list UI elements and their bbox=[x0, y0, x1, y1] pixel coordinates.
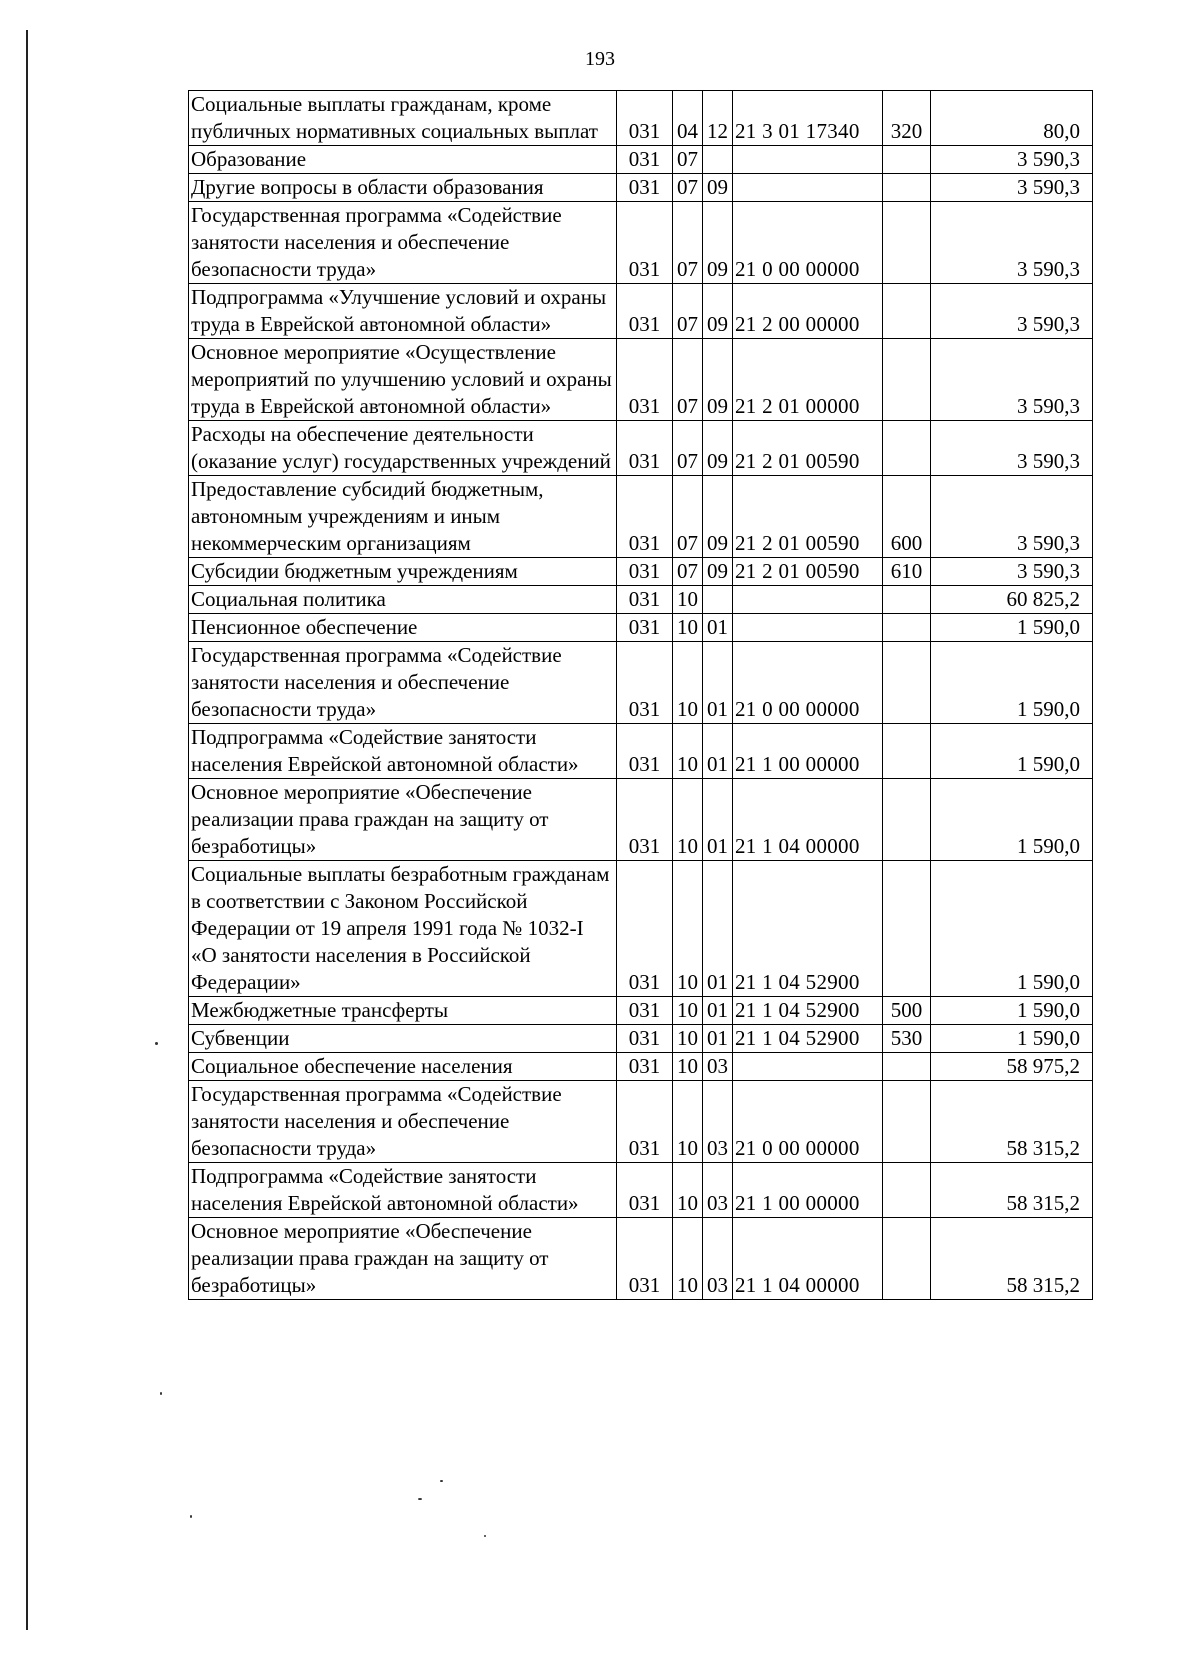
row-amount: 58 315,2 bbox=[931, 1081, 1093, 1163]
table-row bbox=[189, 614, 1093, 642]
row-amount: 1 590,0 bbox=[931, 642, 1093, 724]
row-subsection-code: 01 bbox=[703, 614, 733, 642]
table-row bbox=[189, 202, 1093, 284]
row-amount: 60 825,2 bbox=[931, 586, 1093, 614]
row-grbs-code: 031 bbox=[617, 146, 673, 174]
row-subsection-code: 12 bbox=[703, 91, 733, 146]
row-expense-type bbox=[883, 1218, 931, 1300]
row-name: Государственная программа «Содействие занятости населения и обеспечение безопасности труда» bbox=[189, 1081, 617, 1163]
table-row bbox=[189, 1025, 1093, 1053]
row-subsection-code bbox=[703, 586, 733, 614]
page-number: 193 bbox=[585, 48, 615, 70]
row-expense-type: 320 bbox=[883, 91, 931, 146]
row-target-article bbox=[733, 586, 883, 614]
row-expense-type bbox=[883, 1053, 931, 1081]
row-section-code: 10 bbox=[673, 997, 703, 1025]
row-amount: 1 590,0 bbox=[931, 861, 1093, 997]
scan-speck bbox=[484, 1535, 486, 1537]
row-name: Подпрограмма «Содействие занятости населения Еврейской автономной области» bbox=[189, 1163, 617, 1218]
row-grbs-code: 031 bbox=[617, 1025, 673, 1053]
row-grbs-code: 031 bbox=[617, 586, 673, 614]
scan-edge-line bbox=[26, 30, 28, 1630]
table-row bbox=[189, 558, 1093, 586]
scan-speck bbox=[418, 1498, 422, 1500]
row-grbs-code: 031 bbox=[617, 1081, 673, 1163]
row-target-article bbox=[733, 614, 883, 642]
row-target-article: 21 0 00 00000 bbox=[733, 202, 883, 284]
row-subsection-code: 03 bbox=[703, 1218, 733, 1300]
budget-table bbox=[188, 90, 1093, 1300]
row-grbs-code: 031 bbox=[617, 1163, 673, 1218]
row-name: Социальная политика bbox=[189, 586, 617, 614]
row-grbs-code: 031 bbox=[617, 339, 673, 421]
row-name: Предоставление субсидий бюджетным, автономным учреждениям и иным некоммерческим организациям bbox=[189, 476, 617, 558]
row-name: Социальное обеспечение населения bbox=[189, 1053, 617, 1081]
row-expense-type bbox=[883, 146, 931, 174]
row-subsection-code: 03 bbox=[703, 1163, 733, 1218]
table-row bbox=[189, 642, 1093, 724]
row-subsection-code: 01 bbox=[703, 779, 733, 861]
scan-speck bbox=[190, 1515, 192, 1518]
row-grbs-code: 031 bbox=[617, 1218, 673, 1300]
row-name: Межбюджетные трансферты bbox=[189, 997, 617, 1025]
row-section-code: 07 bbox=[673, 174, 703, 202]
row-expense-type: 610 bbox=[883, 558, 931, 586]
row-amount: 3 590,3 bbox=[931, 421, 1093, 476]
table-row bbox=[189, 284, 1093, 339]
row-section-code: 07 bbox=[673, 202, 703, 284]
row-grbs-code: 031 bbox=[617, 642, 673, 724]
row-expense-type bbox=[883, 724, 931, 779]
scan-speck bbox=[440, 1480, 443, 1482]
row-section-code: 10 bbox=[673, 861, 703, 997]
row-subsection-code: 09 bbox=[703, 476, 733, 558]
row-amount: 3 590,3 bbox=[931, 476, 1093, 558]
row-section-code: 07 bbox=[673, 558, 703, 586]
row-subsection-code bbox=[703, 146, 733, 174]
row-name: Расходы на обеспечение деятельности (оказание услуг) государственных учреждений bbox=[189, 421, 617, 476]
row-amount: 1 590,0 bbox=[931, 997, 1093, 1025]
table-row bbox=[189, 586, 1093, 614]
row-grbs-code: 031 bbox=[617, 284, 673, 339]
row-grbs-code: 031 bbox=[617, 202, 673, 284]
table-row bbox=[189, 174, 1093, 202]
row-target-article: 21 1 04 52900 bbox=[733, 1025, 883, 1053]
row-section-code: 10 bbox=[673, 614, 703, 642]
row-section-code: 07 bbox=[673, 476, 703, 558]
row-section-code: 10 bbox=[673, 1025, 703, 1053]
row-amount: 1 590,0 bbox=[931, 779, 1093, 861]
row-amount: 58 975,2 bbox=[931, 1053, 1093, 1081]
row-subsection-code: 01 bbox=[703, 861, 733, 997]
row-expense-type bbox=[883, 1163, 931, 1218]
row-amount: 1 590,0 bbox=[931, 724, 1093, 779]
row-name: Социальные выплаты гражданам, кроме публичных нормативных социальных выплат bbox=[189, 91, 617, 146]
row-section-code: 04 bbox=[673, 91, 703, 146]
table-row bbox=[189, 1053, 1093, 1081]
row-section-code: 10 bbox=[673, 1218, 703, 1300]
row-subsection-code: 09 bbox=[703, 284, 733, 339]
row-target-article bbox=[733, 146, 883, 174]
row-target-article: 21 1 04 52900 bbox=[733, 861, 883, 997]
row-name: Основное мероприятие «Осуществление мероприятий по улучшению условий и охраны труда в Еврейской автономной области» bbox=[189, 339, 617, 421]
row-name: Другие вопросы в области образования bbox=[189, 174, 617, 202]
row-name: Социальные выплаты безработным гражданам в соответствии с Законом Российской Федерации от 19 апреля 1991 года № 1032-I «О занятости населения в Российской Федерации» bbox=[189, 861, 617, 997]
row-amount: 3 590,3 bbox=[931, 146, 1093, 174]
table-row bbox=[189, 1081, 1093, 1163]
row-subsection-code: 09 bbox=[703, 339, 733, 421]
row-grbs-code: 031 bbox=[617, 614, 673, 642]
row-amount: 1 590,0 bbox=[931, 614, 1093, 642]
row-section-code: 07 bbox=[673, 284, 703, 339]
row-expense-type bbox=[883, 202, 931, 284]
row-name: Основное мероприятие «Обеспечение реализации права граждан на защиту от безработицы» bbox=[189, 1218, 617, 1300]
row-amount: 3 590,3 bbox=[931, 202, 1093, 284]
row-grbs-code: 031 bbox=[617, 476, 673, 558]
row-name: Образование bbox=[189, 146, 617, 174]
row-section-code: 10 bbox=[673, 1081, 703, 1163]
row-subsection-code: 01 bbox=[703, 1025, 733, 1053]
row-target-article: 21 1 04 00000 bbox=[733, 1218, 883, 1300]
row-expense-type bbox=[883, 614, 931, 642]
row-section-code: 07 bbox=[673, 421, 703, 476]
row-amount: 3 590,3 bbox=[931, 558, 1093, 586]
row-amount: 58 315,2 bbox=[931, 1163, 1093, 1218]
row-section-code: 10 bbox=[673, 586, 703, 614]
table-row bbox=[189, 861, 1093, 997]
table-row bbox=[189, 339, 1093, 421]
row-subsection-code: 09 bbox=[703, 558, 733, 586]
row-amount: 3 590,3 bbox=[931, 339, 1093, 421]
row-expense-type bbox=[883, 339, 931, 421]
row-subsection-code: 09 bbox=[703, 421, 733, 476]
row-target-article: 21 1 04 52900 bbox=[733, 997, 883, 1025]
row-amount: 3 590,3 bbox=[931, 174, 1093, 202]
row-expense-type bbox=[883, 1081, 931, 1163]
row-section-code: 10 bbox=[673, 779, 703, 861]
row-target-article: 21 1 04 00000 bbox=[733, 779, 883, 861]
table-row bbox=[189, 997, 1093, 1025]
row-subsection-code: 09 bbox=[703, 174, 733, 202]
row-expense-type: 530 bbox=[883, 1025, 931, 1053]
row-grbs-code: 031 bbox=[617, 861, 673, 997]
row-expense-type bbox=[883, 642, 931, 724]
row-grbs-code: 031 bbox=[617, 997, 673, 1025]
row-expense-type bbox=[883, 174, 931, 202]
row-name: Подпрограмма «Улучшение условий и охраны труда в Еврейской автономной области» bbox=[189, 284, 617, 339]
row-target-article: 21 2 01 00590 bbox=[733, 558, 883, 586]
row-expense-type bbox=[883, 861, 931, 997]
row-amount: 1 590,0 bbox=[931, 1025, 1093, 1053]
row-target-article: 21 1 00 00000 bbox=[733, 1163, 883, 1218]
row-section-code: 10 bbox=[673, 724, 703, 779]
row-target-article: 21 2 01 00590 bbox=[733, 421, 883, 476]
table-row bbox=[189, 1218, 1093, 1300]
scan-speck bbox=[155, 1042, 158, 1045]
table-row bbox=[189, 91, 1093, 146]
row-amount: 3 590,3 bbox=[931, 284, 1093, 339]
row-expense-type bbox=[883, 284, 931, 339]
row-name: Субвенции bbox=[189, 1025, 617, 1053]
row-name: Субсидии бюджетным учреждениям bbox=[189, 558, 617, 586]
row-subsection-code: 03 bbox=[703, 1081, 733, 1163]
row-grbs-code: 031 bbox=[617, 421, 673, 476]
row-name: Основное мероприятие «Обеспечение реализации права граждан на защиту от безработицы» bbox=[189, 779, 617, 861]
row-target-article bbox=[733, 1053, 883, 1081]
scan-speck bbox=[160, 1392, 162, 1395]
row-grbs-code: 031 bbox=[617, 1053, 673, 1081]
table-row bbox=[189, 1163, 1093, 1218]
table-row bbox=[189, 146, 1093, 174]
row-amount: 80,0 bbox=[931, 91, 1093, 146]
row-subsection-code: 09 bbox=[703, 202, 733, 284]
row-expense-type bbox=[883, 779, 931, 861]
row-grbs-code: 031 bbox=[617, 174, 673, 202]
row-target-article: 21 3 01 17340 bbox=[733, 91, 883, 146]
row-grbs-code: 031 bbox=[617, 558, 673, 586]
row-target-article: 21 1 00 00000 bbox=[733, 724, 883, 779]
budget-table-body bbox=[189, 91, 1093, 1300]
row-section-code: 10 bbox=[673, 642, 703, 724]
row-section-code: 07 bbox=[673, 339, 703, 421]
table-row bbox=[189, 476, 1093, 558]
row-target-article: 21 0 00 00000 bbox=[733, 1081, 883, 1163]
row-expense-type bbox=[883, 421, 931, 476]
row-subsection-code: 01 bbox=[703, 642, 733, 724]
row-expense-type bbox=[883, 586, 931, 614]
row-grbs-code: 031 bbox=[617, 724, 673, 779]
row-name: Государственная программа «Содействие занятости населения и обеспечение безопасности труда» bbox=[189, 642, 617, 724]
row-amount: 58 315,2 bbox=[931, 1218, 1093, 1300]
row-name: Пенсионное обеспечение bbox=[189, 614, 617, 642]
row-target-article: 21 2 01 00590 bbox=[733, 476, 883, 558]
row-section-code: 10 bbox=[673, 1163, 703, 1218]
table-row bbox=[189, 724, 1093, 779]
row-section-code: 07 bbox=[673, 146, 703, 174]
row-target-article: 21 2 01 00000 bbox=[733, 339, 883, 421]
table-row bbox=[189, 779, 1093, 861]
row-subsection-code: 01 bbox=[703, 997, 733, 1025]
row-target-article: 21 0 00 00000 bbox=[733, 642, 883, 724]
row-subsection-code: 03 bbox=[703, 1053, 733, 1081]
row-target-article: 21 2 00 00000 bbox=[733, 284, 883, 339]
row-section-code: 10 bbox=[673, 1053, 703, 1081]
row-subsection-code: 01 bbox=[703, 724, 733, 779]
row-expense-type: 500 bbox=[883, 997, 931, 1025]
row-grbs-code: 031 bbox=[617, 91, 673, 146]
table-row bbox=[189, 421, 1093, 476]
row-name: Государственная программа «Содействие занятости населения и обеспечение безопасности труда» bbox=[189, 202, 617, 284]
row-expense-type: 600 bbox=[883, 476, 931, 558]
row-target-article bbox=[733, 174, 883, 202]
row-grbs-code: 031 bbox=[617, 779, 673, 861]
row-name: Подпрограмма «Содействие занятости населения Еврейской автономной области» bbox=[189, 724, 617, 779]
